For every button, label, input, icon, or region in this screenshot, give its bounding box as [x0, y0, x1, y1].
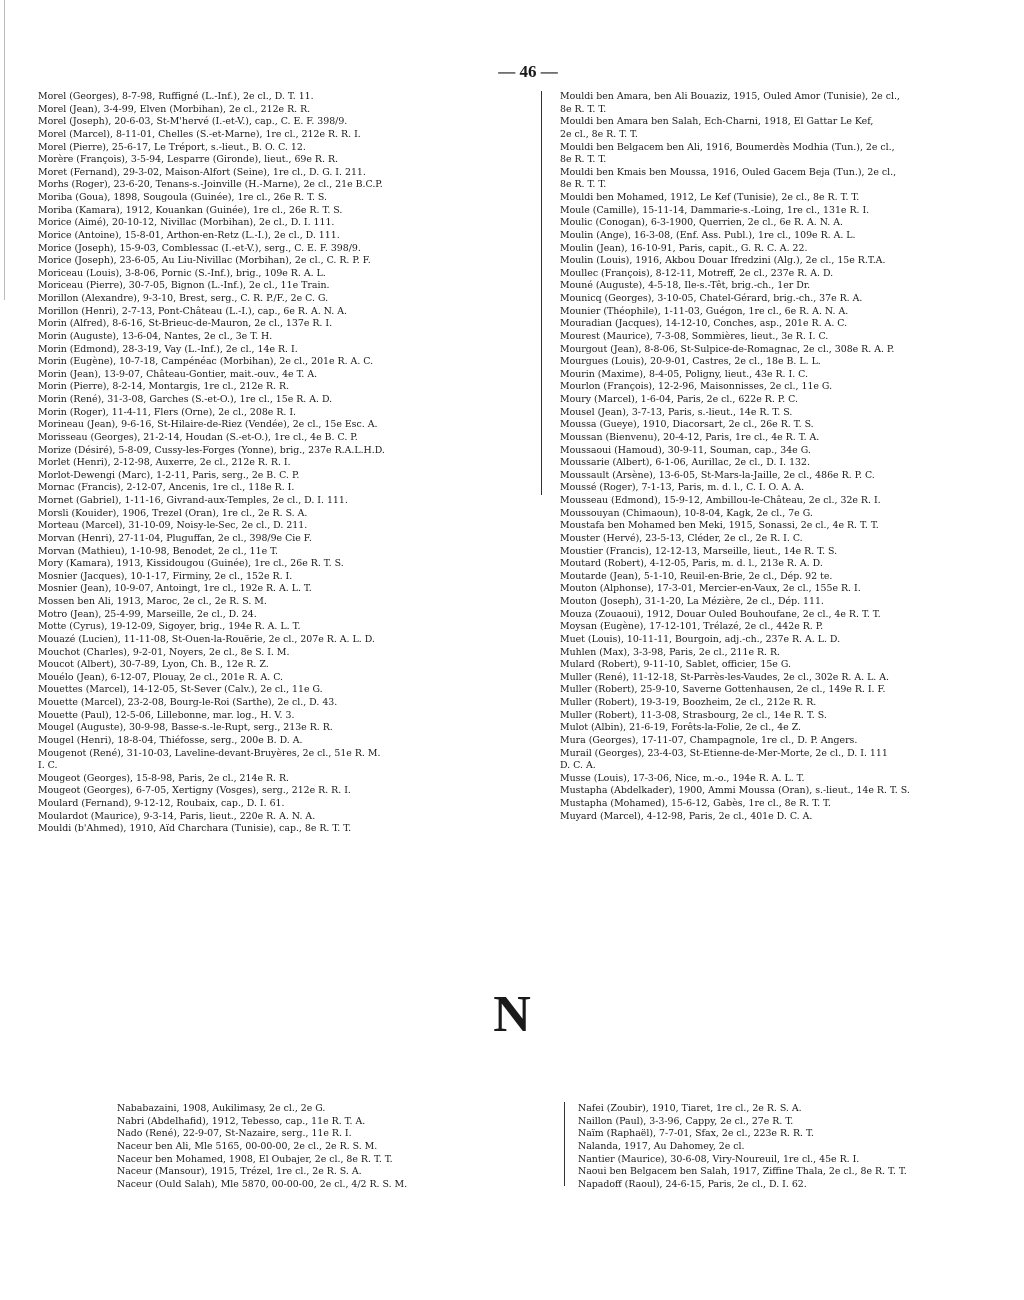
list-entry: Mouette (Marcel), 23-2-08, Bourg-le-Roi (Sarthe), 2e cl., D. 43. — [38, 697, 338, 708]
list-entry: Mougeot (Georges), 15-8-98, Paris, 2e cl., 214e R. R. — [38, 772, 290, 784]
list-entry: Moustafa ben Mohamed ben Meki, 1915, Sonassi, 2e cl., 4e R. T. T. — [560, 520, 879, 532]
list-entry: Naceur ben Mohamed, 1908, El Oubajer, 2e cl., 8e R. T. T. — [117, 1153, 393, 1165]
list-entry: Muller (René), 11-12-18, St-Parrès-les-Vaudes, 2e cl., 302e R. A. L. A. — [560, 671, 890, 683]
list-entry: Mura (Georges), 17-11-07, Champagnole, 1re cl., D. P. Angers. — [560, 734, 858, 746]
list-entry: Nababazaini, 1908, Aukilimasy, 2e cl., 2e G. — [117, 1103, 326, 1114]
list-entry: Nalanda, 1917, Au Dahomey, 2e cl. — [578, 1140, 745, 1152]
list-entry: Moucot (Albert), 30-7-89, Lyon, Ch. B., 12e R. Z. — [38, 659, 269, 671]
list-entry: Morin (Jean), 13-9-07, Château-Gontier, mait.-ouv., 4e T. A. — [38, 368, 318, 380]
list-entry: Moustier (Francis), 12-12-13, Marseille, lieut., 14e R. T. S. — [560, 545, 838, 557]
list-entry: Muet (Louis), 10-11-11, Bourgoin, adj.-ch., 237e R. A. L. D. — [560, 633, 841, 645]
list-entry: Moussaoui (Hamoud), 30-9-11, Souman, cap., 34e G. — [560, 444, 811, 456]
list-entry: Nafei (Zoubir), 1910, Tiaret, 1re cl., 2e R. S. A. — [578, 1103, 802, 1114]
list-entry: Mulot (Albin), 21-6-19, Forêts-la-Folie, 2e cl., 4e Z. — [560, 722, 802, 734]
list-entry: Mouza (Zouaoui), 1912, Douar Ouled Bouhoufane, 2e cl., 4e R. T. T. — [560, 608, 881, 620]
list-entry: Nantier (Maurice), 30-6-08, Viry-Noureuil, 1re cl., 45e R. I. — [578, 1153, 860, 1165]
list-entry: Napadoff (Raoul), 24-6-15, Paris, 2e cl., D. I. 62. — [578, 1178, 807, 1190]
list-entry: Mouélo (Jean), 6-12-07, Plouay, 2e cl., 201e R. A. C. — [38, 671, 284, 683]
list-entry: Moriceau (Pierre), 30-7-05, Bignon (L.-Inf.), 2e cl., 11e Train. — [38, 280, 330, 292]
column-left-bottom — [117, 1103, 557, 1191]
list-entry: Muller (Robert), 11-3-08, Strasbourg, 2e cl., 14e R. T. S. — [560, 709, 827, 721]
list-entry: I. C. — [38, 760, 58, 772]
list-entry: Moysan (Eugène), 17-12-101, Trélazé, 2e cl., 442e R. P. — [560, 621, 824, 633]
list-entry: Moriba (Kamara), 1912, Kouankan (Guinée), 1re cl., 26e R. T. S. — [38, 204, 343, 216]
list-entry: Morère (François), 3-5-94, Lesparre (Gironde), lieut., 69e R. R. — [38, 154, 338, 166]
list-entry: Mourest (Maurice), 7-3-08, Sommières, lieut., 3e R. I. C. — [560, 330, 829, 342]
list-entry: Morin (Roger), 11-4-11, Flers (Orne), 2e cl., 208e R. I. — [38, 406, 297, 418]
list-entry: Mulard (Robert), 9-11-10, Sablet, officier, 15e G. — [560, 659, 791, 671]
list-entry: Moulard (Fernand), 9-12-12, Roubaix, cap., D. I. 61. — [38, 798, 285, 809]
list-entry: Mouldi ben Belgacem ben Ali, 1916, Boumerdès Modhia (Tun.), 2e cl., — [560, 141, 895, 153]
list-entry: Mory (Kamara), 1913, Kissidougou (Guinée), 1re cl., 26e R. T. S. — [38, 558, 344, 570]
list-entry: Nado (René), 22-9-07, St-Nazaire, serg., 11e R. I. — [117, 1128, 352, 1140]
list-entry: Mougel (Henri), 18-8-04, Thiéfosse, serg., 200e B. D. A. — [38, 734, 303, 746]
list-entry: Moussé (Roger), 7-1-13, Paris, m. d. l., C. I. O. A. A. — [560, 482, 805, 494]
list-entry: Murail (Georges), 23-4-03, St-Etienne-de-Mer-Morte, 2e cl., D. I. 111 — [560, 747, 888, 759]
list-entry: Muyard (Marcel), 4-12-98, Paris, 2e cl., 401e D. C. A. — [560, 810, 813, 822]
list-entry: Mounicq (Georges), 3-10-05, Chatel-Gérard, brig.-ch., 37e R. A. — [560, 293, 863, 304]
list-entry: Muller (Robert), 25-9-10, Saverne Gottenhausen, 2e cl., 149e R. I. F. — [560, 684, 886, 696]
list-entry: Moutard (Robert), 4-12-05, Paris, m. d. l., 213e R. A. D. — [560, 558, 823, 570]
list-entry: Mouton (Alphonse), 17-3-01, Mercier-en-Vaux, 2e cl., 155e R. I. — [560, 583, 861, 595]
list-entry: Morillon (Alexandre), 9-3-10, Brest, serg., C. R. P./F., 2e C. G. — [38, 293, 329, 304]
list-entry: Mornet (Gabriel), 1-11-16, Givrand-aux-Temples, 2e cl., D. I. 111. — [38, 495, 348, 506]
list-entry: Moulardot (Maurice), 9-3-14, Paris, lieut., 220e R. A. N. A. — [38, 810, 316, 822]
list-entry: Motte (Cyrus), 19-12-09, Sigoyer, brig., 194e R. A. L. T. — [38, 621, 301, 633]
list-entry: Morize (Désiré), 5-8-09, Cussy-les-Forges (Yonne), brig., 237e R.A.L.H.D. — [38, 444, 385, 456]
list-entry: Mousseau (Edmond), 15-9-12, Ambillou-le-Château, 2e cl., 32e R. I. — [560, 495, 881, 506]
list-entry: Mouldi ben Kmais ben Moussa, 1916, Ouled Gacem Beja (Tun.), 2e cl., — [560, 166, 897, 178]
list-entry: Morlot-Dewengi (Marc), 1-2-11, Paris, serg., 2e B. C. P. — [38, 469, 300, 481]
list-entry: Mouldi ben Amara ben Salah, Ech-Charni, 1918, El Gattar Le Kef, — [560, 116, 874, 128]
list-entry: 8e R. T. T. — [560, 179, 607, 191]
list-entry: Morin (Eugène), 10-7-18, Campénéac (Morbihan), 2e cl., 201e R. A. C. — [38, 356, 374, 368]
list-entry: Morice (Antoine), 15-8-01, Arthon-en-Retz (L.-I.), 2e cl., D. 111. — [38, 229, 340, 241]
list-entry: Mossen ben Ali, 1913, Maroc, 2e cl., 2e R. S. M. — [38, 596, 267, 607]
list-entry: Morineau (Jean), 9-6-16, St-Hilaire-de-Riez (Vendée), 2e cl., 15e Esc. A. — [38, 419, 378, 431]
list-entry: Mouette (Paul), 12-5-06, Lillebonne, mar. log., H. V. 3. — [38, 709, 295, 721]
list-entry: Mourlon (François), 12-2-96, Maisonnisses, 2e cl., 11e G. — [560, 381, 833, 393]
list-entry: Morel (Georges), 8-7-98, Ruffigné (L.-Inf.), 2e cl., D. T. 11. — [38, 91, 314, 102]
list-entry: Mouster (Hervé), 23-5-13, Cléder, 2e cl., 2e R. I. C. — [560, 532, 803, 544]
list-entry: Mouton (Joseph), 31-1-20, La Mézière, 2e cl., Dép. 111. — [560, 596, 824, 607]
list-entry: Mustapha (Abdelkader), 1900, Ammi Moussa (Oran), s.-lieut., 14e R. T. S. — [560, 785, 910, 797]
list-entry: Nabri (Abdelhafid), 1912, Tebesso, cap., 11e R. T. A. — [117, 1115, 366, 1127]
list-entry: Morice (Joseph), 15-9-03, Comblessac (I.-et-V.), serg., C. E. F. 398/9. — [38, 242, 361, 254]
list-entry: Morteau (Marcel), 31-10-09, Noisy-le-Sec, 2e cl., D. 211. — [38, 520, 308, 532]
list-entry: Mouldi (b'Ahmed), 1910, Aïd Charchara (Tunisie), cap., 8e R. T. T. — [38, 823, 352, 835]
list-entry: Mousel (Jean), 3-7-13, Paris, s.-lieut., 14e R. T. S. — [560, 406, 793, 418]
list-entry: Musse (Louis), 17-3-06, Nice, m.-o., 194e R. A. L. T. — [560, 772, 805, 784]
list-entry: 8e R. T. T. — [560, 103, 607, 115]
list-entry: Morel (Marcel), 8-11-01, Chelles (S.-et-Marne), 1re cl., 212e R. R. I. — [38, 128, 361, 140]
list-entry: Mouradian (Jacques), 14-12-10, Conches, asp., 201e R. A. C. — [560, 318, 848, 330]
list-entry: Muller (Robert), 19-3-19, Boozheim, 2e cl., 212e R. R. — [560, 697, 817, 708]
list-entry: Moulin (Ange), 16-3-08, (Enf. Ass. Publ.), 1re cl., 109e R. A. L. — [560, 229, 856, 241]
list-entry: Moriceau (Louis), 3-8-06, Pornic (S.-Inf.), brig., 109e R. A. L. — [38, 267, 326, 279]
list-entry: Morin (René), 31-3-08, Garches (S.-et-O.), 1re cl., 15e R. A. D. — [38, 394, 333, 405]
list-entry: Motro (Jean), 25-4-99, Marseille, 2e cl., D. 24. — [38, 608, 257, 620]
list-entry: Morel (Joseph), 20-6-03, St-M'hervé (I.-et-V.), cap., C. E. F. 398/9. — [38, 116, 348, 128]
list-entry: Moulic (Conogan), 6-3-1900, Querrien, 2e cl., 6e R. A. N. A. — [560, 217, 844, 229]
list-entry: Morhs (Roger), 23-6-20, Tenans-s.-Joinville (H.-Marne), 2e cl., 21e B.C.P. — [38, 179, 383, 191]
list-entry: Mourin (Maxime), 8-4-05, Poligny, lieut., 43e R. I. C. — [560, 368, 808, 380]
list-entry: Moriba (Goua), 1898, Sougoula (Guinée), 1re cl., 26e R. T. S. — [38, 192, 327, 203]
list-entry: Mouazé (Lucien), 11-11-08, St-Ouen-la-Rouërie, 2e cl., 207e R. A. L. D. — [38, 633, 375, 645]
list-entry: Moulin (Jean), 16-10-91, Paris, capit., G. R. C. A. 22. — [560, 242, 808, 254]
page-number: — 46 — — [498, 62, 558, 81]
section-letter: N — [493, 986, 531, 1043]
list-entry: Moussa (Gueye), 1910, Diacorsart, 2e cl., 26e R. T. S. — [560, 419, 814, 431]
scan-edge — [4, 0, 5, 300]
list-entry: Mounier (Théophile), 1-11-03, Guégon, 1re cl., 6e R. A. N. A. — [560, 305, 849, 317]
list-entry: Moule (Camille), 15-11-14, Dammarie-s.-Loing, 1re cl., 131e R. I. — [560, 204, 870, 216]
list-entry: Moussouyan (Chimaoun), 10-8-04, Kagk, 2e cl., 7e G. — [560, 507, 813, 519]
list-entry: Moutarde (Jean), 5-1-10, Reuil-en-Brie, 2e cl., Dép. 92 te. — [560, 570, 833, 582]
list-entry: Naceur (Mansour), 1915, Trézel, 1re cl., 2e R. S. A. — [117, 1166, 362, 1178]
list-entry: Morel (Jean), 3-4-99, Elven (Morbihan), 2e cl., 212e R. R. — [38, 103, 311, 115]
list-entry: Mouldi ben Mohamed, 1912, Le Kef (Tunisie), 2e cl., 8e R. T. T. — [560, 192, 860, 203]
list-entry: Mourgues (Louis), 20-9-01, Castres, 2e cl., 18e B. L. L. — [560, 356, 821, 368]
list-entry: Morvan (Henri), 27-11-04, Pluguffan, 2e cl., 398/9e Cie F. — [38, 532, 312, 544]
column-right-bottom — [578, 1103, 1018, 1191]
column-divider-top — [541, 91, 542, 495]
list-entry: Morel (Pierre), 25-6-17, Le Tréport, s.-lieut., B. O. C. 12. — [38, 141, 306, 153]
list-entry: Morlet (Henri), 2-12-98, Auxerre, 2e cl., 212e R. R. I. — [38, 457, 291, 469]
list-entry: Moussault (Arsène), 13-6-05, St-Mars-la-Jaille, 2e cl., 486e R. P. C. — [560, 469, 875, 481]
column-divider-bottom — [564, 1102, 565, 1186]
list-entry: Morisseau (Georges), 21-2-14, Houdan (S.-et-O.), 1re cl., 4e B. C. P. — [38, 431, 358, 443]
list-entry: Moussarie (Albert), 6-1-06, Aurillac, 2e cl., D. I. 132. — [560, 457, 810, 469]
list-entry: Moury (Marcel), 1-6-04, Paris, 2e cl., 622e R. P. C. — [560, 394, 798, 405]
list-entry: Morin (Edmond), 28-3-19, Vay (L.-Inf.), 2e cl., 14e R. I. — [38, 343, 298, 355]
list-entry: Morice (Aimé), 20-10-12, Nivillac (Morbihan), 2e cl., D. I. 111. — [38, 217, 335, 229]
list-entry: Morin (Alfred), 8-6-16, St-Brieuc-de-Mauron, 2e cl., 137e R. I. — [38, 318, 333, 330]
list-entry: Mosnier (Jean), 10-9-07, Antoingt, 1re cl., 192e R. A. L. T. — [38, 583, 312, 595]
list-entry: Moussan (Bienvenu), 20-4-12, Paris, 1re cl., 4e R. T. A. — [560, 431, 820, 443]
list-entry: Naceur ben Ali, Mle 5165, 00-00-00, 2e cl., 2e R. S. M. — [117, 1140, 378, 1152]
list-entry: Morsli (Kouider), 1906, Trezel (Oran), 1re cl., 2e R. S. A. — [38, 507, 308, 519]
list-entry: Morice (Joseph), 23-6-05, Au Liu-Nivillac (Morbihan), 2e cl., C. R. P. F. — [38, 255, 371, 267]
list-entry: Moret (Fernand), 29-3-02, Maison-Alfort (Seine), 1re cl., D. G. I. 211. — [38, 166, 366, 178]
list-entry: Mouné (Auguste), 4-5-18, Ile-s.-Têt, brig.-ch., 1er Dr. — [560, 280, 811, 292]
list-entry: Morin (Auguste), 13-6-04, Nantes, 2e cl., 3e T. H. — [38, 330, 273, 342]
list-entry: Naillon (Paul), 3-3-96, Cappy, 2e cl., 27e R. T. — [578, 1115, 794, 1127]
list-entry: Mougel (Auguste), 30-9-98, Basse-s.-le-Rupt, serg., 213e R. R. — [38, 722, 333, 734]
list-entry: Mustapha (Mohamed), 15-6-12, Gabès, 1re cl., 8e R. T. T. — [560, 798, 831, 809]
list-entry: Moullec (François), 8-12-11, Motreff, 2e cl., 237e R. A. D. — [560, 267, 834, 279]
list-entry: Naceur (Ould Salah), Mle 5870, 00-00-00, 2e cl., 4/2 R. S. M. — [117, 1178, 408, 1190]
list-entry: Mougeot (Georges), 6-7-05, Xertigny (Vosges), serg., 212e R. R. I. — [38, 785, 351, 797]
list-entry: 2e cl., 8e R. T. T. — [560, 128, 638, 140]
list-entry: Mougenot (René), 31-10-03, Laveline-devant-Bruyères, 2e cl., 51e R. M. — [38, 747, 381, 759]
column-left-top — [38, 91, 533, 836]
list-entry: Moulin (Louis), 1916, Akbou Douar Ifredzini (Alg.), 2e cl., 15e R.T.A. — [560, 255, 886, 267]
list-entry: 8e R. T. T. — [560, 154, 607, 166]
list-entry: Mouchot (Charles), 9-2-01, Noyers, 2e cl., 8e S. I. M. — [38, 646, 290, 658]
list-entry: Morillon (Henri), 2-7-13, Pont-Château (L.-I.), cap., 6e R. A. N. A. — [38, 305, 347, 317]
column-right-top — [560, 91, 1020, 823]
list-entry: Mouettes (Marcel), 14-12-05, St-Sever (Calv.), 2e cl., 11e G. — [38, 684, 323, 696]
list-entry: Mosnier (Jacques), 10-1-17, Firminy, 2e cl., 152e R. I. — [38, 570, 293, 582]
list-entry: Mourgout (Jean), 8-8-06, St-Sulpice-de-Romagnac, 2e cl., 308e R. A. P. — [560, 343, 895, 355]
list-entry: Mouldi ben Amara, ben Ali Bouaziz, 1915, Ouled Amor (Tunisie), 2e cl., — [560, 91, 900, 102]
list-entry: Morin (Pierre), 8-2-14, Montargis, 1re cl., 212e R. R. — [38, 381, 290, 393]
list-entry: Morvan (Mathieu), 1-10-98, Benodet, 2e cl., 11e T. — [38, 545, 278, 557]
list-entry: D. C. A. — [560, 760, 596, 772]
list-entry: Muhlen (Max), 3-3-98, Paris, 2e cl., 211e R. R. — [560, 646, 781, 658]
list-entry: Naoui ben Belgacem ben Salah, 1917, Ziffine Thala, 2e cl., 8e R. T. T. — [578, 1166, 907, 1178]
list-entry: Mornac (Francis), 2-12-07, Ancenis, 1re cl., 118e R. I. — [38, 482, 295, 494]
list-entry: Naïm (Raphaël), 7-7-01, Sfax, 2e cl., 223e R. R. T. — [578, 1128, 814, 1140]
